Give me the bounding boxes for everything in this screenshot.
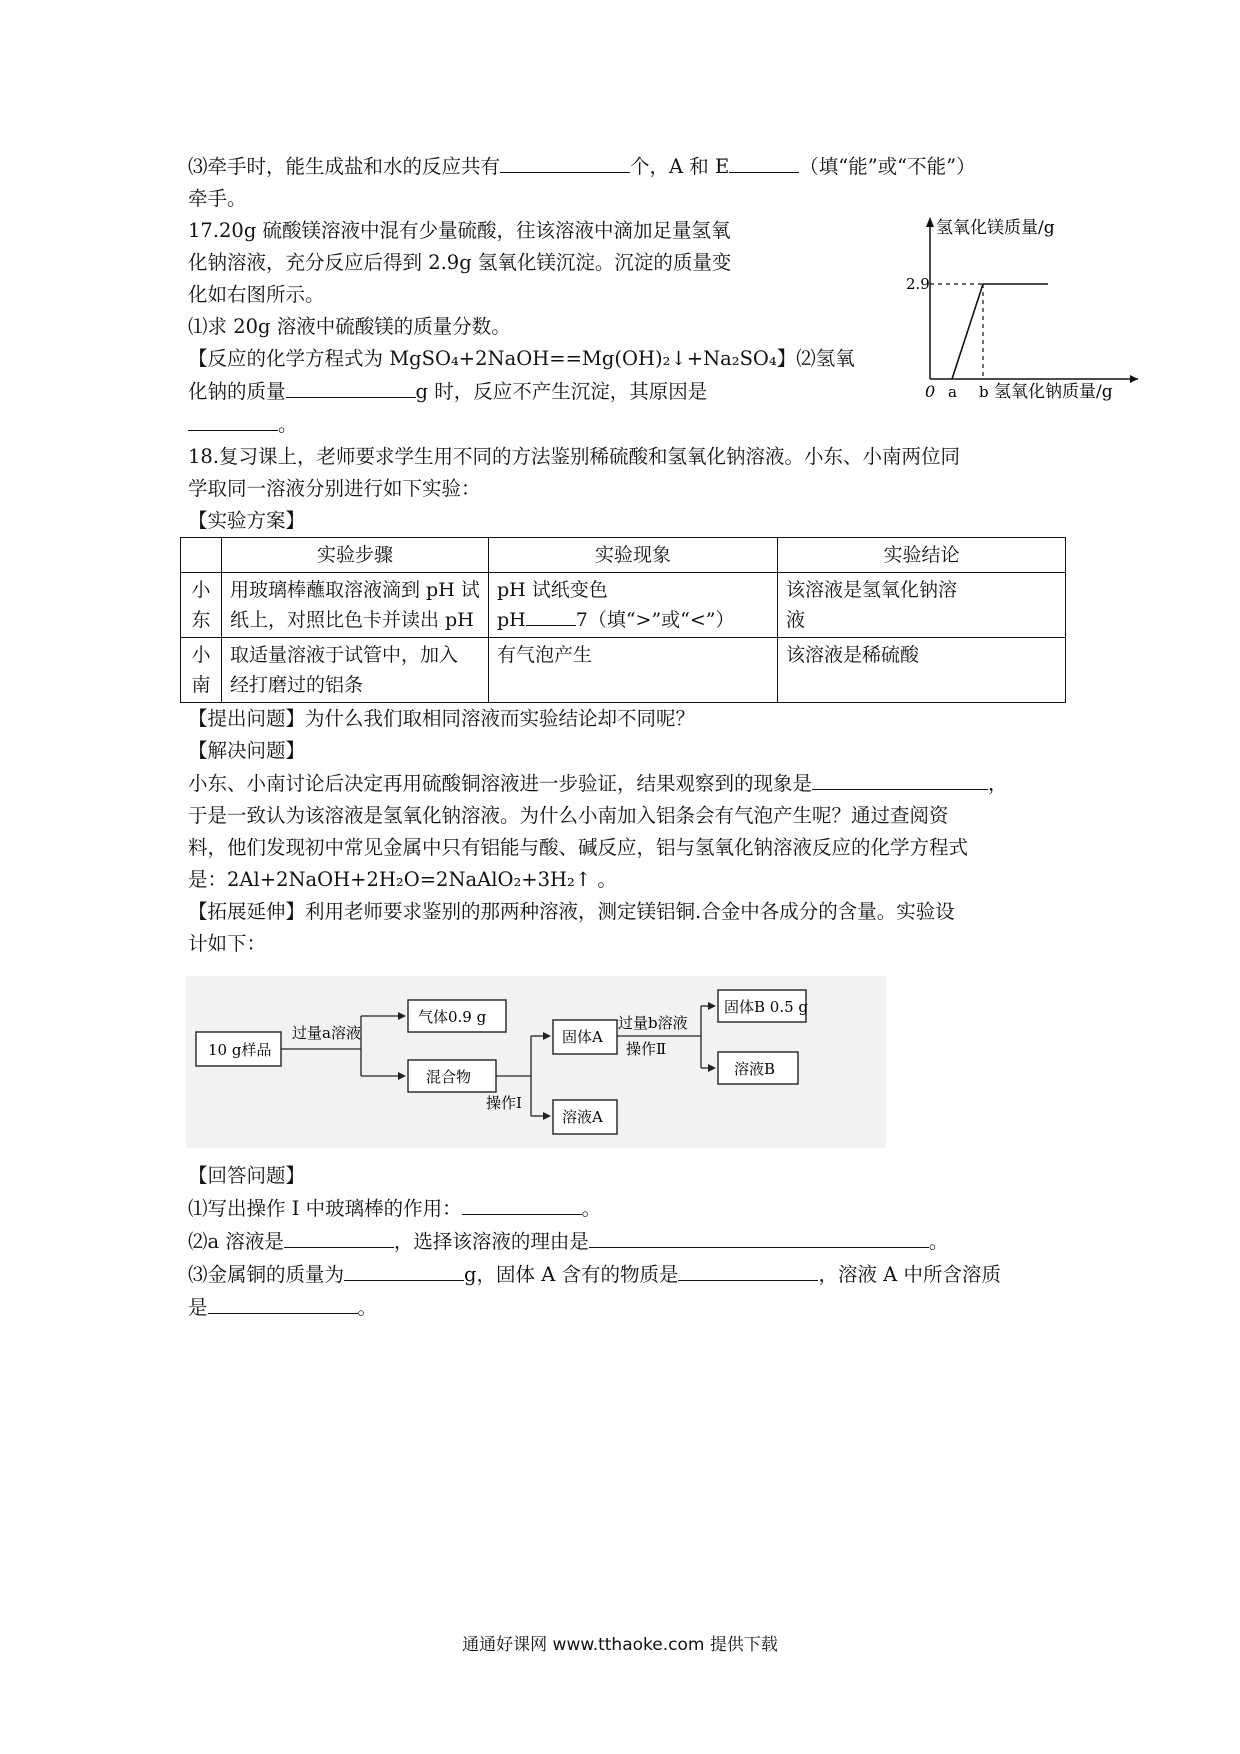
q16-line1: ⑶牵手时，能生成盐和水的反应共有 个，A 和 E （填“能”或“不能”） [188, 150, 1068, 183]
page-footer: 通通好课网 www.tthaoke.com 提供下载 [462, 1635, 778, 1655]
svg-text:固体A: 固体A [562, 1028, 603, 1046]
svg-text:溶液B: 溶液B [734, 1060, 776, 1078]
solve-title: 【解决问题】 [188, 739, 306, 762]
precipitate-graph [808, 211, 1148, 401]
table-row: 小 东 用玻璃棒蘸取溶液滴到 pH 试 纸上，对照比色卡并读出 pH pH 试纸变色 pH 7（填“>”或“<”） 该溶液是氢氧化钠溶 液 [181, 573, 1066, 638]
answer-blank[interactable] [208, 1291, 358, 1314]
q16-line2: 牵手。 [188, 187, 247, 210]
answer-blank[interactable] [284, 1225, 394, 1248]
separation-flowchart [186, 976, 886, 1148]
table-row: 小 南 取适量溶液于试管中，加入 经打磨过的铝条 有气泡产生 该溶液是稀硫酸 [181, 638, 1066, 703]
y-tick-label: 2.9 [906, 275, 930, 293]
answer-blank[interactable] [526, 605, 576, 626]
x-tick-b: b [979, 383, 989, 401]
svg-text:过量a溶液: 过量a溶液 [292, 1024, 361, 1042]
answer-blank[interactable] [678, 1258, 818, 1281]
table-header-row [181, 538, 1066, 573]
x-tick-a: a [948, 383, 957, 401]
answer-blank[interactable] [589, 1225, 929, 1248]
question-17: 17.20g 硫酸镁溶液中混有少量硫酸，往该溶液中滴加足量氢氧 化钠溶液，充分反应后得到 2.9g 氢氧化镁沉淀。沉淀的质量变 化如右图所示。 ⑴求 20g 溶液中硫酸镁的质量分数。 【反应的化学方程式为 MgSO₄+2NaOH==Mg(OH)₂↓+Na₂SO₄】⑵氢氧 化钠的质量 g 时，反应不产生沉淀，其原因是 。 氢氧化镁质量/g 2.9 0 a b 氢氧化钠质量/g [188, 215, 1068, 441]
table-header: 实验步骤 [222, 538, 489, 573]
experiment-table [180, 537, 1066, 703]
y-axis-arrow [926, 217, 934, 227]
answer-blank[interactable] [729, 150, 799, 173]
plan-title: 【实验方案】 [188, 509, 306, 532]
svg-text:固体B 0.5 g: 固体B 0.5 g [724, 998, 809, 1016]
svg-text:气体0.9 g: 气体0.9 g [418, 1008, 487, 1026]
answer-blank[interactable] [462, 1192, 582, 1215]
svg-text:过量b溶液: 过量b溶液 [618, 1014, 688, 1032]
svg-text:操作Ⅰ: 操作Ⅰ [486, 1094, 522, 1112]
svg-text:溶液A: 溶液A [562, 1108, 603, 1126]
q18-line1: 18.复习课上，老师要求学生用不同的方法鉴别稀硫酸和氢氧化钠溶液。小东、小南两位同 [188, 445, 961, 468]
origin-label: 0 [925, 382, 936, 401]
answer-blank[interactable] [812, 767, 988, 790]
y-axis-label: 氢氧化镁质量/g [936, 218, 1055, 238]
exam-page: ⑶牵手时，能生成盐和水的反应共有 个，A 和 E （填“能”或“不能”） 牵手。 17.20g 硫酸镁溶液中混有少量硫酸，往该溶液中滴加足量氢氧 化钠溶液，充分反应后得到 2.9g 氢氧化镁沉淀。沉淀的质量变 化如右图所示。 ⑴求 20g 溶液中硫酸镁的质量分数。 【反应的化学方程式为 MgSO₄+2NaOH==Mg(OH)₂↓+Na₂SO₄】⑵氢氧 化钠的质量 g 时，反应不产生沉淀，其原因是 。 氢氧化镁质量/g 2.9 0 a b 氢氧化钠质量/g 18.复习课上，老师要求学生用不同的方法鉴别稀硫酸和氢氧化钠溶液。小东、小南两位同 学取同一溶液分别进行如下实验： 【实验方案】 实验步骤 实验现象 实验结论 小 东 用玻璃棒蘸取溶液滴到 pH 试 纸上，对照比色卡并读出 pH pH 试纸变色 pH 7（填“>”或“<”） 该溶液是氢氧化钠溶 液 小 南 取适量溶液于试管中，加入 经打磨过的铝条 有气泡产生 该溶液是稀硫酸 【提出问题】为什么我们取相同溶液而实验结论却不同呢？ 【解决问题】 小东、小南讨论后决定再用硫酸铜溶液进一步验证，结果观察到的现象是 ， 于是一致认为该溶液是氢氧化钠溶液。为什么小南加入铝条会有气泡产生呢？通过查阅资 料，他们发现初中常见金属中只有铝能与酸、碱反应，铝与氢氧化钠溶液反应的化学方程式 是：2Al+2NaOH+2H₂O=2NaAlO₂+3H₂↑ 。 【拓展延伸】利用老师要求鉴别的那两种溶液，测定镁铝铜.合金中各成分的含量。实验设 计如下： 10 g样品 过量a溶液 气体0.9 g 混合物 操作Ⅰ 固体A 溶液A 过量b溶液 操作Ⅱ 固体B 0.5 g 溶液B 【回答问题】 ⑴写出操作 I 中玻璃棒的作用： 。 ⑵a 溶液是 ，选择该溶液的理由是 。 ⑶金属铜的质量为 g，固体 A 含有的物质是 ，溶液 A 中所含溶质 是 。 [188, 150, 1068, 1324]
answer-blank[interactable] [286, 375, 416, 398]
answer-blank[interactable] [344, 1258, 464, 1281]
data-line [952, 284, 1048, 379]
x-axis-label: 氢氧化钠质量/g [994, 382, 1113, 401]
table-header: 实验结论 [778, 538, 1066, 573]
answer-blank[interactable] [500, 150, 630, 173]
answer-title: 【回答问题】 [188, 1164, 306, 1187]
x-axis-arrow [1130, 375, 1138, 383]
question-prompt: 【提出问题】为什么我们取相同溶液而实验结论却不同呢？ [188, 707, 696, 730]
q18-line2: 学取同一溶液分别进行如下实验： [188, 477, 481, 500]
table-header: 实验现象 [489, 538, 778, 573]
svg-text:混合物: 混合物 [426, 1068, 472, 1086]
answer-blank[interactable] [188, 408, 278, 431]
svg-text:操作Ⅱ: 操作Ⅱ [626, 1040, 667, 1058]
svg-text:10 g样品: 10 g样品 [208, 1041, 272, 1059]
